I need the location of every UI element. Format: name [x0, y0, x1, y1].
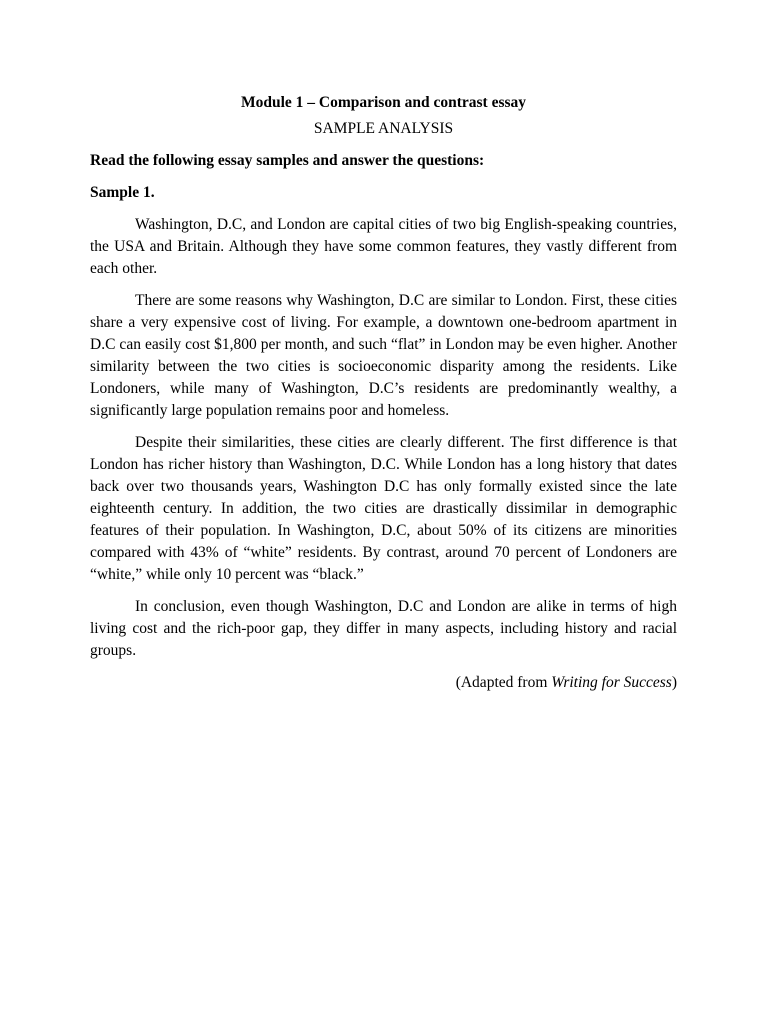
source-work-title: Writing for Success	[551, 674, 672, 691]
document-subtitle	[90, 118, 677, 140]
document-title: Module 1 – Comparison and contrast essay	[240, 94, 527, 111]
essay-paragraph-intro: Washington, D.C, and London are capital cities of two big English-speaking countries, the USA and Britain. Although they have some common features, they vastly different from each other.	[90, 216, 677, 277]
source-suffix: )	[671, 674, 677, 691]
source-prefix: (Adapted from	[455, 674, 552, 691]
essay-paragraph-similarities: There are some reasons why Washington, D.C are similar to London. First, these cities share a very expensive cost of living. For example, a downtown one-bedroom apartment in D.C can easily cost $1,800 per month, and such “flat” in London may be even higher. Another similarity between the two cities is socioeconomic disparity among the residents. Like Londoners, while many of Washington, D.C’s residents are predominantly wealthy, a significantly large population remains poor and homeless.	[90, 292, 677, 419]
instruction-heading: Read the following essay samples and answer the questions:	[90, 152, 485, 169]
source-citation	[90, 672, 677, 694]
subtitle-text: SAMPLE ANALYSIS	[313, 120, 454, 137]
essay-paragraph-differences: Despite their similarities, these cities are clearly different. The first difference is that London has richer history than Washington, D.C. While London has a long history that dates back over two thousands years, Washington D.C has only formally existed since the late eighteenth century. In addition, the two cities are drastically dissimilar in demographic features of their population. In Washington, D.C, about 50% of its citizens are minorities compared with 43% of “white” residents. By contrast, around 70 percent of Londoners are “white,” while only 10 percent was “black.”	[90, 434, 677, 583]
document-page	[90, 92, 677, 694]
sample-label: Sample 1.	[90, 184, 155, 201]
essay-paragraph-conclusion: In conclusion, even though Washington, D.C and London are alike in terms of high living cost and the rich-poor gap, they differ in many aspects, including history and racial groups.	[90, 598, 677, 659]
